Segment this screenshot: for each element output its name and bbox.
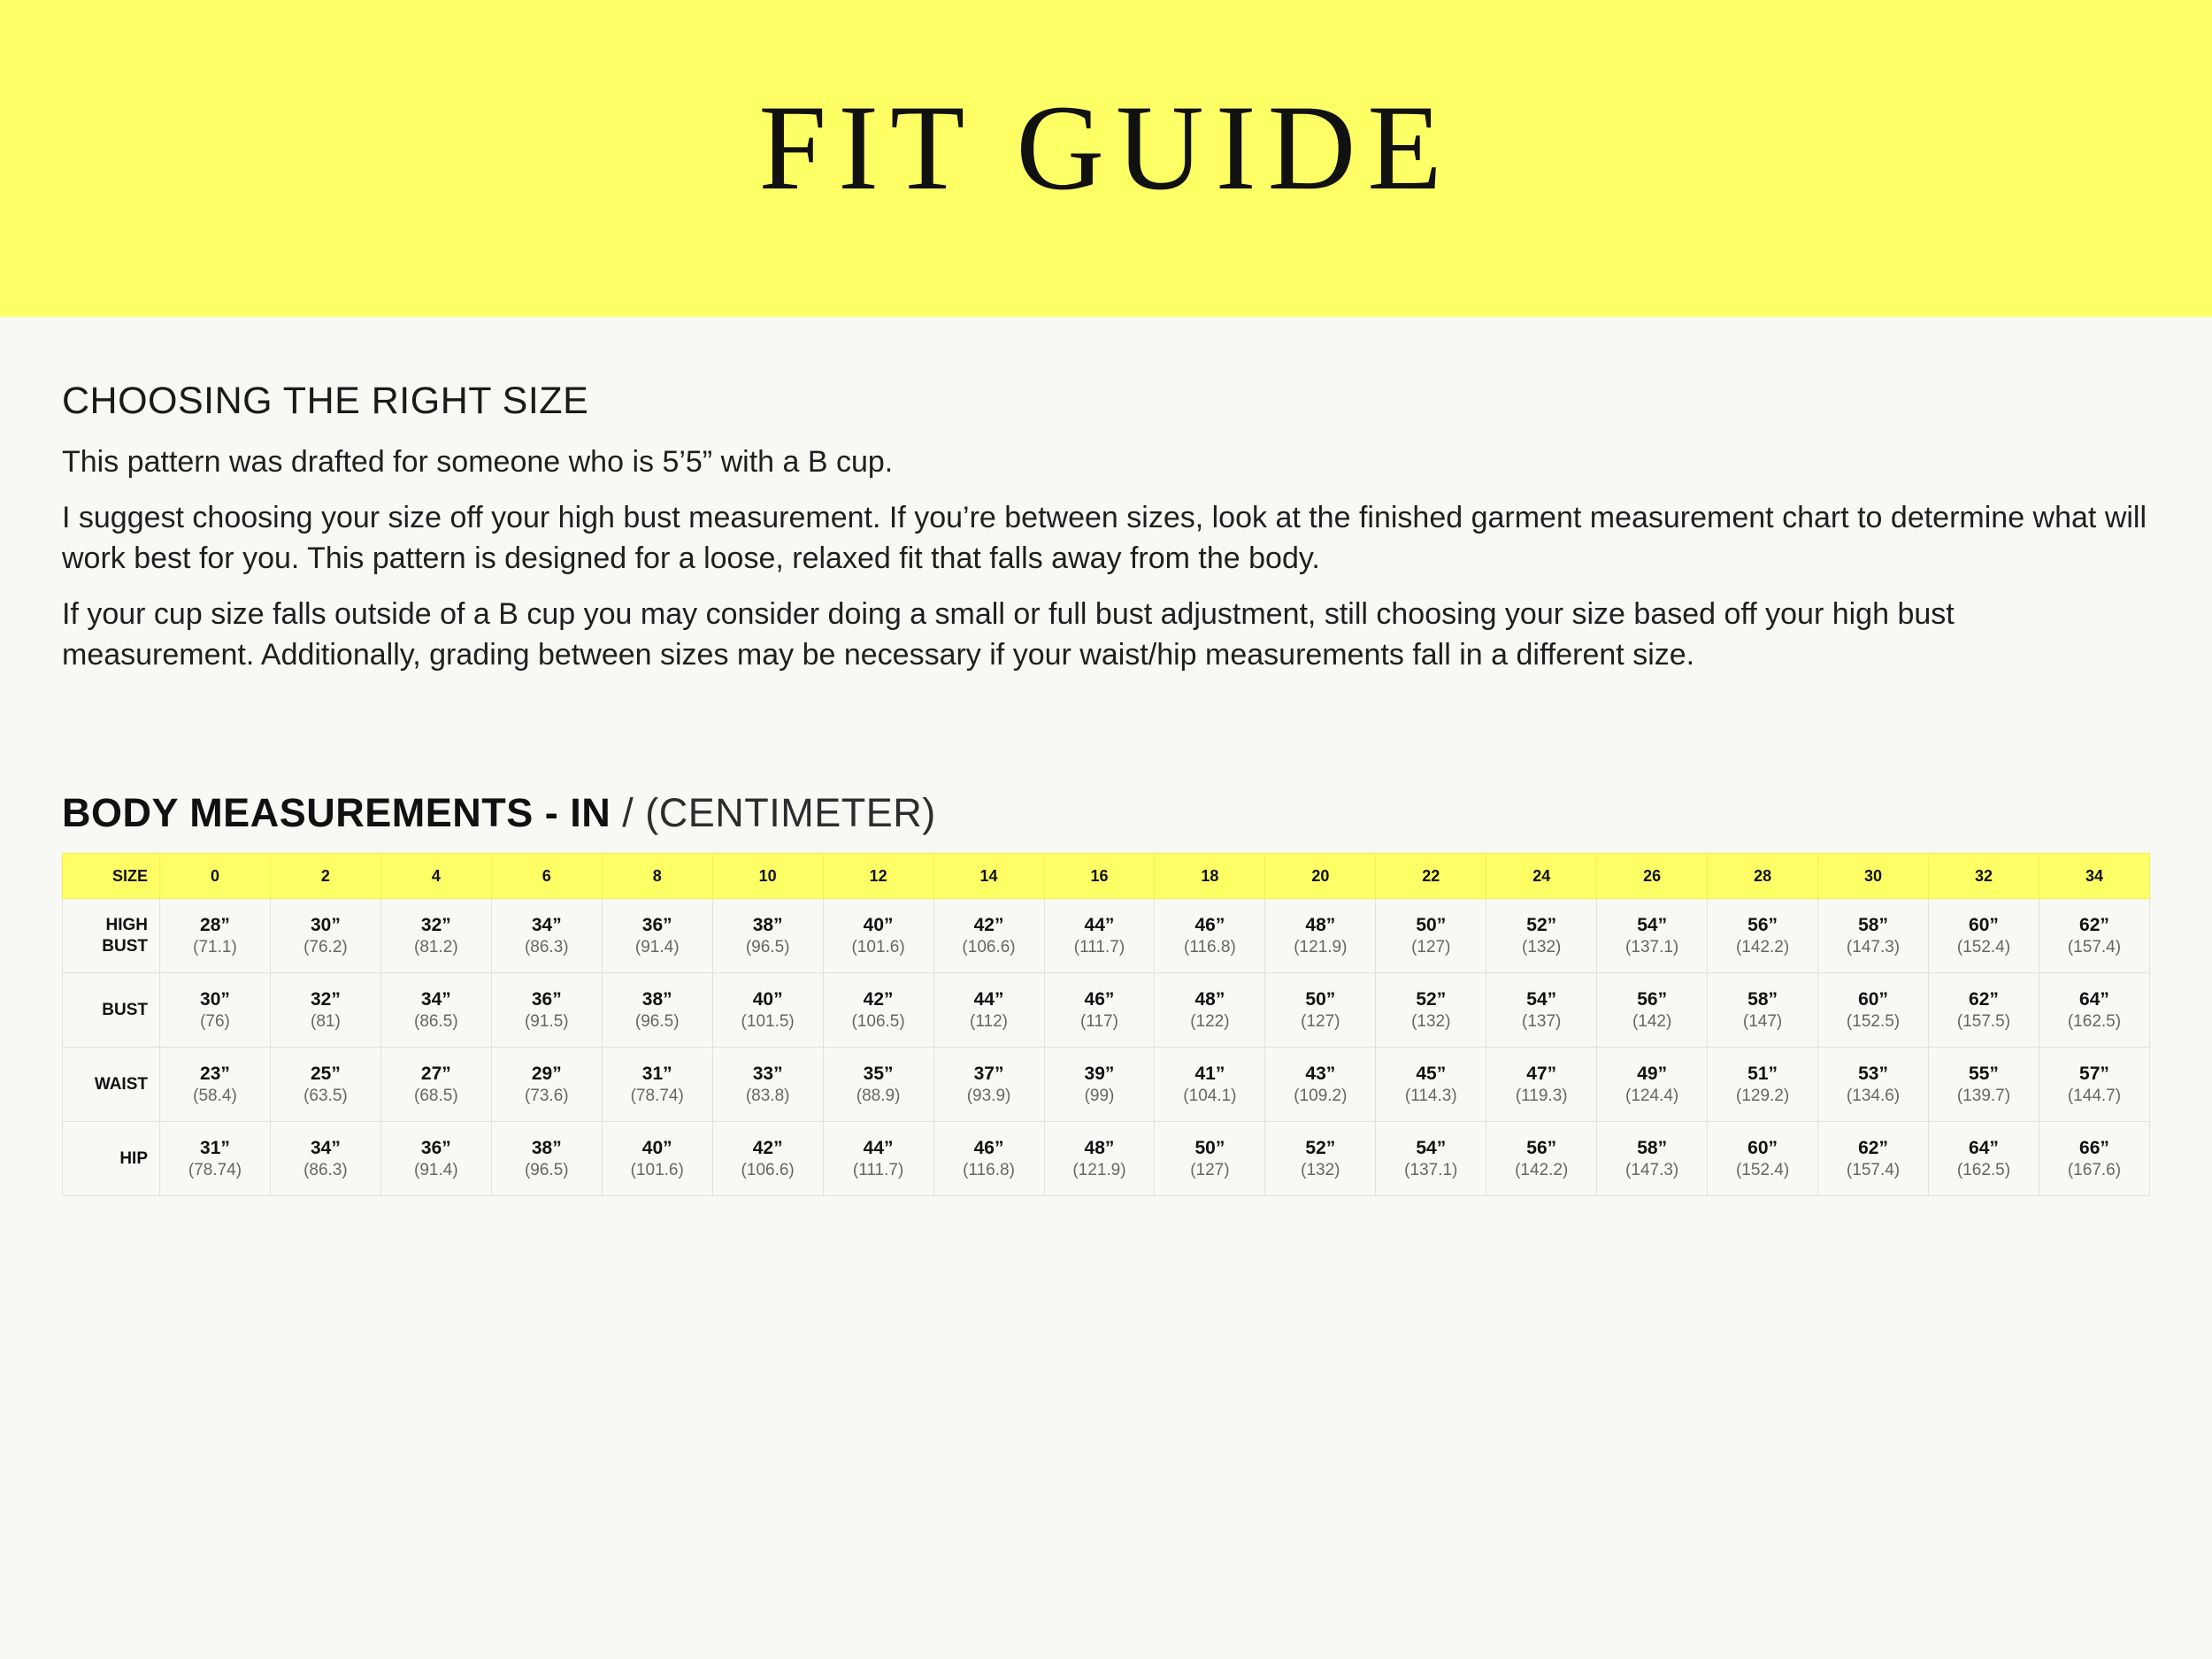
- measurement-cell: [1265, 1048, 1376, 1122]
- measurement-inches: 28”: [200, 914, 230, 935]
- measurement-inches: 39”: [1084, 1063, 1115, 1084]
- measurement-inches: 58”: [1747, 988, 1778, 1010]
- measurement-centimeters: (162.5): [1956, 1160, 2011, 1179]
- measurement-inches: 35”: [863, 1063, 894, 1084]
- size-header-cell: 12: [823, 854, 933, 899]
- measurement-cell: [1044, 1048, 1155, 1122]
- measurement-centimeters: (119.3): [1515, 1086, 1568, 1105]
- measurement-centimeters: (116.8): [963, 1160, 1015, 1179]
- measurement-centimeters: (142.2): [1735, 937, 1790, 956]
- measurement-cell: [380, 973, 491, 1048]
- measurement-centimeters: (58.4): [193, 1086, 237, 1105]
- measurement-inches: 50”: [1416, 914, 1447, 935]
- measurement-cell: [823, 973, 933, 1048]
- measurement-cell: [1265, 899, 1376, 973]
- measurement-inches: 56”: [1526, 1137, 1557, 1158]
- measurement-cell: [491, 899, 602, 973]
- measurement-cell: [1818, 1048, 1929, 1122]
- measurement-cell: [380, 1122, 491, 1196]
- measurement-inches: 50”: [1305, 988, 1336, 1010]
- measurement-inches: 38”: [641, 988, 672, 1010]
- measurement-cell: [1929, 899, 2039, 973]
- measurement-centimeters: (71.1): [193, 937, 237, 956]
- measurement-cell: [712, 1048, 823, 1122]
- measurement-centimeters: (147.3): [1625, 1160, 1679, 1179]
- measurement-row-label: [63, 1048, 160, 1122]
- measurement-cell: [823, 899, 933, 973]
- measurement-row: [63, 1122, 2150, 1196]
- measurement-centimeters: (78.74): [630, 1086, 684, 1105]
- body-measurements-table: [62, 853, 2150, 1196]
- measurement-cell: [1597, 899, 1708, 973]
- measurement-centimeters: (76.2): [303, 937, 348, 956]
- body-measurements-heading-alt-units: / (CENTIMETER): [611, 790, 936, 835]
- measurement-centimeters: (63.5): [303, 1086, 348, 1105]
- measurement-centimeters: (132): [1411, 1011, 1451, 1031]
- measurement-cell: [712, 899, 823, 973]
- measurement-cell: [933, 1048, 1044, 1122]
- measurement-inches: 46”: [1194, 914, 1225, 935]
- measurement-centimeters: (157.4): [1846, 1160, 1901, 1179]
- measurement-cell: [160, 1122, 271, 1196]
- measurement-centimeters: (73.6): [524, 1086, 569, 1105]
- measurement-inches: 51”: [1747, 1063, 1778, 1084]
- measurement-cell: [270, 973, 380, 1048]
- measurement-centimeters: (129.2): [1735, 1086, 1790, 1105]
- measurement-cell: [2039, 899, 2149, 973]
- measurement-centimeters: (116.8): [1184, 937, 1236, 956]
- measurement-cell: [1044, 973, 1155, 1048]
- measurement-inches: 38”: [531, 1137, 562, 1158]
- measurement-centimeters: (86.3): [524, 937, 569, 956]
- measurement-centimeters: (137): [1522, 1011, 1562, 1031]
- measurement-inches: 58”: [1858, 914, 1888, 935]
- measurement-row-label: [63, 973, 160, 1048]
- measurement-cell: [1486, 899, 1597, 973]
- measurement-centimeters: (106.6): [962, 937, 1016, 956]
- size-header-cell: 34: [2039, 854, 2149, 899]
- measurement-centimeters: (144.7): [2067, 1086, 2122, 1105]
- measurement-cell: [1376, 973, 1486, 1048]
- measurement-centimeters: (96.5): [634, 1011, 680, 1031]
- measurement-cell: [1818, 973, 1929, 1048]
- measurement-cell: [602, 1122, 712, 1196]
- body-measurements-heading-units: BODY MEASUREMENTS - IN: [62, 790, 611, 835]
- measurement-inches: 36”: [531, 988, 562, 1010]
- measurement-centimeters: (127): [1301, 1011, 1340, 1031]
- measurement-inches: 60”: [1747, 1137, 1778, 1158]
- measurement-cell: [270, 1122, 380, 1196]
- intro-paragraph: This pattern was drafted for someone who is 5’5” with a B cup.: [62, 445, 894, 479]
- size-header-cell: 14: [933, 854, 1044, 899]
- measurement-inches: 31”: [641, 1063, 672, 1084]
- measurement-centimeters: (83.8): [745, 1086, 790, 1105]
- measurement-inches: 30”: [200, 988, 230, 1010]
- measurement-cell: [933, 1122, 1044, 1196]
- measurement-centimeters: (106.5): [851, 1011, 905, 1031]
- measurement-inches: 43”: [1305, 1063, 1336, 1084]
- measurement-cell: [1597, 1048, 1708, 1122]
- measurement-centimeters: (106.6): [741, 1160, 795, 1179]
- measurement-inches: 34”: [420, 988, 451, 1010]
- measurement-cell: [1376, 1122, 1486, 1196]
- measurement-centimeters: (99): [1084, 1086, 1115, 1105]
- size-header-cell: 20: [1265, 854, 1376, 899]
- row-label-text: HIGH: [105, 915, 148, 934]
- measurement-row: [63, 1048, 2150, 1122]
- measurement-inches: 40”: [863, 914, 894, 935]
- measurement-inches: 60”: [1969, 914, 1999, 935]
- size-header-cell: 10: [712, 854, 823, 899]
- intro-paragraph: If your cup size falls outside of a B cup you may consider doing a small or full bust adjustment, still choosing your size based off your high bust measurement. Additionally, grading between sizes may be necessary if your waist/hip measurements fall in a different size.: [62, 597, 1955, 672]
- measurement-row-label: [63, 899, 160, 973]
- measurement-inches: 57”: [2079, 1063, 2109, 1084]
- measurement-centimeters: (68.5): [414, 1086, 458, 1105]
- measurement-cell: [602, 899, 712, 973]
- measurement-centimeters: (122): [1190, 1011, 1230, 1031]
- measurement-centimeters: (142): [1632, 1011, 1672, 1031]
- measurement-centimeters: (114.3): [1404, 1086, 1457, 1105]
- measurement-centimeters: (167.6): [2067, 1160, 2122, 1179]
- measurement-inches: 56”: [1747, 914, 1778, 935]
- measurement-cell: [270, 1048, 380, 1122]
- measurement-cell: [1265, 973, 1376, 1048]
- measurement-cell: [933, 973, 1044, 1048]
- measurement-cell: [160, 899, 271, 973]
- measurement-inches: 66”: [2079, 1137, 2109, 1158]
- measurement-inches: 42”: [752, 1137, 783, 1158]
- size-header-cell: 32: [1929, 854, 2039, 899]
- measurement-cell: [1486, 1048, 1597, 1122]
- measurement-inches: 44”: [863, 1137, 894, 1158]
- size-header-cell: 30: [1818, 854, 1929, 899]
- measurement-inches: 30”: [310, 914, 341, 935]
- measurement-centimeters: (76): [200, 1011, 230, 1031]
- measurement-cell: [1818, 899, 1929, 973]
- measurement-cell: [1486, 973, 1597, 1048]
- measurement-centimeters: (127): [1411, 937, 1451, 956]
- measurement-centimeters: (109.2): [1294, 1086, 1348, 1105]
- measurement-centimeters: (91.4): [414, 1160, 458, 1179]
- size-header-cell: 24: [1486, 854, 1597, 899]
- measurement-inches: 42”: [973, 914, 1004, 935]
- measurement-row: [63, 973, 2150, 1048]
- measurement-cell: [2039, 973, 2149, 1048]
- size-header-cell: 26: [1597, 854, 1708, 899]
- intro-paragraph: I suggest choosing your size off your high bust measurement. If you’re between sizes, look at the finished garment measurement chart to determine what will work best for you. This pattern is designed for a loose, relaxed fit that falls away from the body.: [62, 501, 2147, 575]
- measurement-inches: 34”: [531, 914, 562, 935]
- measurement-centimeters: (137.1): [1404, 1160, 1458, 1179]
- measurement-cell: [491, 973, 602, 1048]
- size-header-cell: 28: [1708, 854, 1818, 899]
- measurement-inches: 47”: [1526, 1063, 1557, 1084]
- measurement-cell: [823, 1122, 933, 1196]
- measurement-cell: [1708, 899, 1818, 973]
- measurement-cell: [1155, 973, 1265, 1048]
- size-header-row: [63, 854, 2150, 899]
- measurement-cell: [160, 973, 271, 1048]
- measurement-inches: 54”: [1416, 1137, 1447, 1158]
- measurement-inches: 56”: [1637, 988, 1668, 1010]
- measurement-row-label: [63, 1122, 160, 1196]
- measurement-centimeters: (121.9): [1072, 1160, 1126, 1179]
- size-header-cell: 22: [1376, 854, 1486, 899]
- measurement-inches: 62”: [1969, 988, 1999, 1010]
- measurement-centimeters: (101.5): [741, 1011, 795, 1031]
- measurement-cell: [1818, 1122, 1929, 1196]
- measurement-cell: [1708, 1048, 1818, 1122]
- measurement-inches: 64”: [1969, 1137, 1999, 1158]
- measurement-centimeters: (132): [1301, 1160, 1340, 1179]
- measurement-centimeters: (127): [1190, 1160, 1230, 1179]
- measurement-cell: [1155, 1048, 1265, 1122]
- measurement-centimeters: (104.1): [1183, 1086, 1237, 1105]
- measurement-inches: 37”: [973, 1063, 1004, 1084]
- measurement-centimeters: (121.9): [1294, 937, 1348, 956]
- measurement-inches: 27”: [420, 1063, 451, 1084]
- measurement-centimeters: (152.4): [1735, 1160, 1790, 1179]
- measurement-cell: [2039, 1048, 2149, 1122]
- measurement-inches: 50”: [1194, 1137, 1225, 1158]
- size-header-cell: 0: [160, 854, 271, 899]
- measurement-centimeters: (86.5): [414, 1011, 458, 1031]
- measurement-cell: [380, 1048, 491, 1122]
- measurement-centimeters: (86.3): [303, 1160, 348, 1179]
- measurement-row: [63, 899, 2150, 973]
- row-label-text: BUST: [102, 936, 148, 956]
- measurement-cell: [1265, 1122, 1376, 1196]
- measurement-centimeters: (78.74): [188, 1160, 242, 1179]
- measurement-inches: 64”: [2079, 988, 2109, 1010]
- measurement-inches: 41”: [1194, 1063, 1225, 1084]
- row-label-text: BUST: [102, 1000, 148, 1019]
- measurement-cell: [602, 973, 712, 1048]
- measurement-centimeters: (101.6): [630, 1160, 684, 1179]
- measurement-inches: 49”: [1637, 1063, 1668, 1084]
- measurement-cell: [1044, 1122, 1155, 1196]
- measurement-inches: 38”: [752, 914, 783, 935]
- measurement-centimeters: (142.2): [1515, 1160, 1569, 1179]
- measurement-inches: 33”: [752, 1063, 783, 1084]
- measurement-inches: 52”: [1305, 1137, 1336, 1158]
- measurement-inches: 36”: [420, 1137, 451, 1158]
- intro-text: [62, 442, 2150, 690]
- measurement-centimeters: (152.5): [1846, 1011, 1901, 1031]
- measurement-centimeters: (112): [970, 1011, 1008, 1031]
- measurement-cell: [1708, 973, 1818, 1048]
- row-label-text: WAIST: [94, 1074, 148, 1094]
- measurement-inches: 44”: [1084, 914, 1115, 935]
- measurement-inches: 46”: [973, 1137, 1004, 1158]
- measurement-inches: 54”: [1637, 914, 1668, 935]
- measurement-centimeters: (157.5): [1956, 1011, 2011, 1031]
- measurement-centimeters: (93.9): [966, 1086, 1011, 1105]
- measurement-cell: [1486, 1122, 1597, 1196]
- measurement-cell: [2039, 1122, 2149, 1196]
- size-header-cell: 6: [491, 854, 602, 899]
- measurement-cell: [380, 899, 491, 973]
- measurement-centimeters: (111.7): [852, 1160, 904, 1179]
- measurement-centimeters: (134.6): [1846, 1086, 1901, 1105]
- measurement-centimeters: (81): [311, 1011, 341, 1031]
- measurement-inches: 46”: [1084, 988, 1115, 1010]
- measurement-cell: [491, 1048, 602, 1122]
- size-header-cell: 2: [270, 854, 380, 899]
- measurement-inches: 48”: [1084, 1137, 1115, 1158]
- measurement-cell: [712, 1122, 823, 1196]
- row-label-text: HIP: [119, 1148, 148, 1168]
- measurement-centimeters: (157.4): [2067, 937, 2122, 956]
- header-band: [0, 0, 2212, 317]
- measurement-inches: 58”: [1637, 1137, 1668, 1158]
- measurement-inches: 42”: [863, 988, 894, 1010]
- measurement-inches: 52”: [1526, 914, 1557, 935]
- measurement-cell: [1155, 1122, 1265, 1196]
- measurement-inches: 23”: [200, 1063, 230, 1084]
- measurement-inches: 54”: [1526, 988, 1557, 1010]
- measurement-inches: 32”: [310, 988, 341, 1010]
- measurement-inches: 31”: [200, 1137, 230, 1158]
- measurement-inches: 29”: [531, 1063, 562, 1084]
- size-header-cell: 4: [380, 854, 491, 899]
- measurement-inches: 36”: [641, 914, 672, 935]
- measurement-inches: 62”: [2079, 914, 2109, 935]
- measurement-inches: 34”: [310, 1137, 341, 1158]
- measurement-cell: [1929, 1048, 2039, 1122]
- page-title: FIT GUIDE: [758, 80, 1454, 215]
- measurement-inches: 60”: [1858, 988, 1888, 1010]
- measurement-inches: 52”: [1416, 988, 1447, 1010]
- measurement-centimeters: (96.5): [745, 937, 790, 956]
- size-header-cell: 16: [1044, 854, 1155, 899]
- measurement-centimeters: (124.4): [1625, 1086, 1679, 1105]
- measurement-cell: [491, 1122, 602, 1196]
- measurement-centimeters: (88.9): [856, 1086, 901, 1105]
- measurement-cell: [1155, 899, 1265, 973]
- measurement-centimeters: (147): [1742, 1011, 1783, 1031]
- measurement-inches: 53”: [1858, 1063, 1888, 1084]
- measurement-cell: [1929, 1122, 2039, 1196]
- measurement-cell: [1597, 1122, 1708, 1196]
- measurement-inches: 44”: [973, 988, 1004, 1010]
- measurement-inches: 25”: [310, 1063, 341, 1084]
- measurement-cell: [1929, 973, 2039, 1048]
- measurement-inches: 40”: [752, 988, 783, 1010]
- measurement-inches: 62”: [1858, 1137, 1888, 1158]
- measurement-cell: [1376, 1048, 1486, 1122]
- measurement-inches: 40”: [641, 1137, 672, 1158]
- measurement-cell: [823, 1048, 933, 1122]
- measurement-centimeters: (147.3): [1846, 937, 1901, 956]
- measurement-centimeters: (132): [1522, 937, 1562, 956]
- measurement-inches: 48”: [1194, 988, 1225, 1010]
- measurement-centimeters: (96.5): [524, 1160, 569, 1179]
- measurement-centimeters: (162.5): [2067, 1011, 2122, 1031]
- measurement-cell: [160, 1048, 271, 1122]
- size-label: SIZE: [63, 854, 160, 899]
- measurement-cell: [1597, 973, 1708, 1048]
- measurement-cell: [712, 973, 823, 1048]
- measurement-cell: [602, 1048, 712, 1122]
- measurement-inches: 32”: [420, 914, 451, 935]
- measurement-cell: [1044, 899, 1155, 973]
- measurement-centimeters: (117): [1079, 1011, 1118, 1031]
- measurement-centimeters: (139.7): [1956, 1086, 2011, 1105]
- body-measurements-heading: [62, 791, 2150, 835]
- size-header-cell: 18: [1155, 854, 1265, 899]
- size-header-cell: 8: [602, 854, 712, 899]
- measurement-centimeters: (81.2): [414, 937, 458, 956]
- measurement-cell: [933, 899, 1044, 973]
- section-heading-choosing-size: CHOOSING THE RIGHT SIZE: [62, 380, 589, 422]
- measurement-centimeters: (137.1): [1625, 937, 1679, 956]
- measurement-inches: 45”: [1416, 1063, 1447, 1084]
- measurement-inches: 55”: [1969, 1063, 1999, 1084]
- measurement-centimeters: (91.4): [634, 937, 680, 956]
- measurement-cell: [1708, 1122, 1818, 1196]
- measurement-centimeters: (111.7): [1073, 937, 1125, 956]
- measurement-cell: [270, 899, 380, 973]
- measurement-cell: [1376, 899, 1486, 973]
- measurement-centimeters: (91.5): [524, 1011, 569, 1031]
- measurement-inches: 48”: [1305, 914, 1336, 935]
- measurement-centimeters: (152.4): [1956, 937, 2011, 956]
- measurement-centimeters: (101.6): [851, 937, 905, 956]
